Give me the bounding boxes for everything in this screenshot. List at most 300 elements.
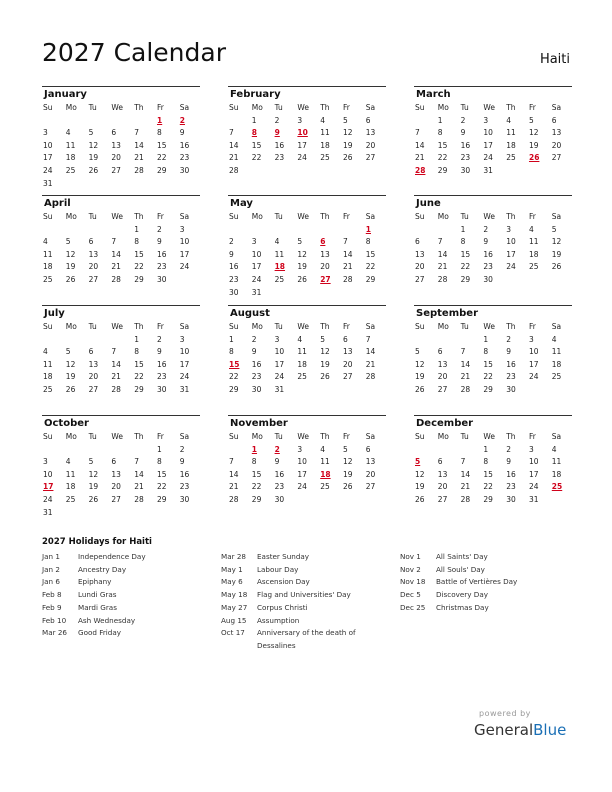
day-cell: 16 (274, 140, 285, 150)
holiday-date: Jan 6 (42, 577, 60, 587)
holiday-row (42, 627, 185, 640)
weekday-header: Fr (156, 322, 164, 331)
weekday-header: Fr (528, 212, 536, 221)
day-cell: 28 (111, 384, 121, 394)
day-cell: 29 (483, 494, 493, 504)
month-name: September (416, 308, 478, 319)
holiday-row (221, 551, 364, 564)
month-january (42, 86, 200, 190)
holiday-day: 18 (320, 469, 331, 479)
day-cell: 18 (297, 359, 307, 369)
holiday-column (400, 551, 543, 615)
day-cell: 8 (134, 237, 139, 247)
day-cell: 20 (88, 262, 99, 272)
page-title: 2027 Calendar (42, 38, 226, 67)
day-cell: 28 (111, 274, 121, 284)
day-cell: 16 (229, 262, 239, 272)
empty-cell (414, 444, 437, 457)
day-cell: 14 (365, 347, 376, 357)
weekday-header: Tu (88, 212, 97, 221)
holiday-name: Labour Day (257, 564, 299, 574)
weekday-header: Su (415, 322, 425, 331)
holiday-name: Independence Day (78, 552, 146, 561)
day-cell: 12 (65, 359, 76, 369)
holiday-name: Ascension Day (257, 577, 310, 587)
day-cell: 3 (506, 224, 511, 234)
holiday-row (221, 564, 364, 577)
day-cell: 26 (297, 274, 307, 284)
holiday-name: Corpus Christi (257, 602, 308, 612)
weekday-header: Th (320, 432, 330, 441)
holiday-name: All Souls' Day (436, 564, 485, 574)
day-cell: 10 (528, 457, 539, 467)
day-cell: 17 (528, 469, 539, 479)
month-days (228, 102, 386, 178)
holiday-row (221, 627, 364, 652)
day-cell: 3 (179, 334, 185, 344)
weekday-header: Sa (365, 432, 376, 441)
day-cell: 5 (415, 347, 420, 357)
day-cell: 20 (111, 482, 121, 492)
day-cell: 9 (251, 347, 257, 357)
day-cell: 30 (179, 494, 190, 504)
weekday-header: Mo (437, 432, 449, 441)
holiday-name: Lundi Gras (78, 590, 117, 600)
generalblue-logo[interactable] (474, 721, 566, 739)
weekday-header: Sa (179, 103, 190, 112)
day-cell: 30 (274, 494, 285, 504)
day-cell: 27 (88, 384, 99, 394)
holiday-day: 1 (365, 224, 371, 234)
month-july (42, 305, 200, 397)
empty-cell (110, 334, 133, 347)
weekday-header: Su (43, 103, 53, 112)
day-cell: 5 (342, 444, 348, 454)
holiday-date: Jan 1 (42, 552, 60, 561)
day-cell: 29 (437, 165, 448, 175)
month-december (414, 415, 572, 507)
holiday-date: Oct 17 (221, 628, 245, 638)
weekday-header: Sa (551, 322, 562, 331)
day-cell: 9 (483, 237, 489, 247)
month-name: February (230, 89, 281, 100)
day-cell: 12 (88, 469, 99, 479)
holiday-date: May 6 (221, 577, 243, 587)
weekday-header: Fr (528, 432, 536, 441)
day-cell: 27 (437, 384, 448, 394)
month-days (228, 431, 386, 507)
holiday-name: Christmas Day (436, 602, 489, 612)
holiday-date: Nov 1 (400, 552, 421, 561)
brand-general: General (474, 721, 534, 739)
day-cell: 13 (551, 128, 562, 138)
day-cell: 29 (156, 494, 167, 504)
day-cell: 2 (274, 115, 280, 125)
day-cell: 24 (483, 153, 493, 163)
holiday-row (221, 576, 364, 589)
holiday-day: 15 (229, 359, 240, 369)
day-cell: 2 (156, 334, 162, 344)
day-cell: 27 (88, 274, 99, 284)
day-cell: 16 (460, 140, 471, 150)
day-cell: 4 (528, 224, 534, 234)
day-cell: 25 (320, 482, 330, 492)
day-cell: 7 (134, 128, 139, 138)
day-cell: 28 (342, 274, 353, 284)
day-cell: 21 (342, 262, 353, 272)
day-cell: 30 (156, 384, 167, 394)
weekday-header: Tu (460, 432, 469, 441)
weekday-header: Fr (342, 212, 350, 221)
day-cell: 18 (528, 249, 539, 259)
day-cell: 12 (528, 128, 539, 138)
day-cell: 8 (437, 128, 443, 138)
day-cell: 15 (365, 249, 376, 259)
weekday-header: We (111, 103, 123, 112)
day-cell: 17 (274, 359, 285, 369)
weekday-header: We (111, 212, 123, 221)
weekday-header: Tu (274, 103, 283, 112)
holiday-row (221, 602, 364, 615)
day-cell: 3 (297, 444, 303, 454)
holiday-date: May 1 (221, 564, 243, 574)
month-days (228, 211, 386, 299)
day-cell: 18 (506, 140, 516, 150)
day-cell: 15 (437, 140, 448, 150)
day-cell: 8 (229, 347, 234, 357)
day-cell: 14 (134, 140, 144, 150)
day-cell: 30 (251, 384, 262, 394)
day-cell: 5 (88, 128, 94, 138)
day-cell: 23 (274, 482, 285, 492)
empty-cell (88, 224, 111, 237)
weekday-header: Mo (251, 432, 263, 441)
empty-cell (110, 444, 133, 457)
day-cell: 9 (156, 347, 162, 357)
day-cell: 21 (134, 153, 144, 163)
holiday-day: 2 (179, 115, 185, 125)
day-cell: 15 (251, 140, 262, 150)
weekday-header: Su (229, 432, 239, 441)
day-cell: 10 (179, 237, 190, 247)
weekday-header: Sa (179, 432, 190, 441)
day-cell: 24 (274, 372, 285, 382)
month-may (228, 195, 386, 299)
empty-cell (42, 224, 65, 237)
day-cell: 16 (483, 249, 493, 259)
holiday-day: 8 (251, 128, 258, 138)
weekday-header: We (483, 322, 495, 331)
weekday-header: Tu (460, 212, 469, 221)
day-cell: 12 (415, 359, 425, 369)
holiday-row (42, 602, 185, 615)
day-cell: 1 (156, 444, 162, 454)
day-cell: 28 (134, 494, 144, 504)
day-cell: 24 (528, 482, 539, 492)
day-cell: 28 (437, 274, 448, 284)
day-cell: 17 (179, 359, 190, 369)
day-cell: 18 (65, 482, 76, 492)
day-cell: 10 (506, 237, 516, 247)
empty-cell (414, 334, 437, 347)
weekday-header: We (297, 103, 309, 112)
month-days (414, 211, 572, 287)
day-cell: 31 (43, 507, 53, 517)
weekday-header: Fr (156, 212, 164, 221)
weekday-header: We (297, 322, 309, 331)
weekday-header: Th (506, 212, 516, 221)
weekday-header: Tu (88, 432, 97, 441)
day-cell: 30 (229, 287, 239, 297)
month-june (414, 195, 572, 287)
holiday-date: Nov 2 (400, 564, 421, 574)
month-october (42, 415, 200, 519)
empty-cell (110, 224, 133, 237)
day-cell: 9 (229, 249, 234, 259)
day-cell: 18 (65, 153, 76, 163)
day-cell: 9 (460, 128, 466, 138)
month-name: July (44, 308, 65, 319)
day-cell: 27 (342, 372, 353, 382)
day-cell: 11 (65, 469, 76, 479)
day-cell: 21 (415, 153, 425, 163)
weekday-header: Tu (88, 322, 97, 331)
day-cell: 11 (320, 457, 330, 467)
day-cell: 25 (65, 494, 76, 504)
day-cell: 7 (460, 347, 466, 357)
weekday-header: Th (134, 103, 144, 112)
weekday-header: Su (229, 322, 239, 331)
weekday-header: Tu (88, 103, 97, 112)
day-cell: 23 (179, 482, 190, 492)
holiday-date: Mar 28 (221, 552, 246, 561)
month-days (42, 211, 200, 287)
month-august (228, 305, 386, 397)
day-cell: 28 (460, 494, 471, 504)
day-cell: 14 (229, 140, 239, 150)
day-cell: 7 (365, 334, 371, 344)
weekday-header: Su (43, 212, 53, 221)
day-cell: 10 (251, 249, 262, 259)
day-cell: 26 (88, 165, 99, 175)
day-cell: 29 (483, 384, 493, 394)
holiday-name: Assumption (257, 615, 300, 625)
day-cell: 24 (251, 274, 262, 284)
day-cell: 4 (551, 444, 557, 454)
day-cell: 7 (437, 237, 443, 247)
day-cell: 12 (342, 128, 353, 138)
day-cell: 21 (229, 153, 239, 163)
day-cell: 27 (551, 153, 562, 163)
day-cell: 4 (297, 334, 303, 344)
empty-cell (65, 224, 88, 237)
day-cell: 8 (483, 457, 489, 467)
day-cell: 1 (251, 115, 257, 125)
day-cell: 4 (506, 115, 511, 125)
day-cell: 20 (551, 140, 562, 150)
day-cell: 13 (88, 359, 99, 369)
month-days (414, 102, 572, 178)
day-cell: 31 (43, 178, 53, 188)
weekday-header: Mo (65, 432, 77, 441)
day-cell: 19 (65, 262, 76, 272)
day-cell: 3 (297, 115, 303, 125)
day-cell: 26 (65, 274, 76, 284)
day-cell: 11 (528, 237, 539, 247)
holiday-day: 9 (274, 128, 280, 138)
holiday-row (221, 615, 364, 628)
day-cell: 29 (460, 274, 471, 284)
empty-cell (42, 444, 65, 457)
holiday-name: Good Friday (78, 628, 121, 638)
holiday-row (400, 551, 543, 564)
day-cell: 8 (156, 457, 162, 467)
weekday-header: Mo (437, 103, 449, 112)
month-april (42, 195, 200, 287)
day-cell: 22 (156, 153, 167, 163)
day-cell: 27 (415, 274, 425, 284)
weekday-header: Fr (528, 103, 536, 112)
weekday-header: Tu (274, 432, 283, 441)
day-cell: 31 (483, 165, 493, 175)
holiday-name: Ancestry Day (78, 564, 127, 574)
day-cell: 16 (274, 469, 285, 479)
weekday-header: Tu (460, 322, 469, 331)
holiday-name: Discovery Day (436, 590, 488, 600)
day-cell: 24 (528, 372, 539, 382)
day-cell: 11 (43, 249, 53, 259)
empty-cell (319, 224, 342, 237)
holiday-name: Epiphany (78, 577, 112, 587)
day-cell: 29 (365, 274, 376, 284)
day-cell: 24 (297, 482, 307, 492)
month-march (414, 86, 572, 178)
day-cell: 7 (229, 457, 234, 467)
day-cell: 3 (179, 224, 185, 234)
weekday-header: Th (320, 212, 330, 221)
day-cell: 2 (251, 334, 257, 344)
empty-cell (274, 224, 297, 237)
month-name: March (416, 89, 451, 100)
day-cell: 4 (551, 334, 557, 344)
day-cell: 17 (297, 140, 307, 150)
day-cell: 17 (251, 262, 262, 272)
day-cell: 10 (528, 347, 539, 357)
holiday-row (42, 564, 185, 577)
weekday-header: Su (415, 103, 425, 112)
weekday-header: Sa (551, 212, 562, 221)
day-cell: 1 (134, 334, 139, 344)
day-cell: 16 (179, 140, 190, 150)
day-cell: 19 (320, 359, 330, 369)
month-november (228, 415, 386, 507)
weekday-header: Sa (365, 212, 376, 221)
day-cell: 22 (134, 262, 144, 272)
day-cell: 5 (297, 237, 303, 247)
day-cell: 9 (274, 457, 280, 467)
day-cell: 13 (415, 249, 425, 259)
day-cell: 8 (156, 128, 162, 138)
day-cell: 11 (506, 128, 516, 138)
day-cell: 17 (528, 359, 539, 369)
day-cell: 4 (43, 347, 48, 357)
day-cell: 19 (415, 482, 425, 492)
day-cell: 6 (551, 115, 557, 125)
weekday-header: Mo (65, 322, 77, 331)
holiday-name: Battle of Vertières Day (436, 577, 518, 587)
day-cell: 30 (506, 494, 516, 504)
empty-cell (228, 224, 251, 237)
day-cell: 5 (528, 115, 534, 125)
day-cell: 31 (274, 384, 285, 394)
day-cell: 13 (320, 249, 330, 259)
holiday-date: May 27 (221, 602, 248, 612)
powered-by-text: powered by (479, 709, 531, 718)
holiday-row (42, 589, 185, 602)
day-cell: 13 (111, 469, 121, 479)
empty-cell (437, 224, 460, 237)
day-cell: 1 (229, 334, 234, 344)
day-cell: 19 (88, 482, 99, 492)
day-cell: 4 (65, 457, 71, 467)
day-cell: 28 (134, 165, 144, 175)
day-cell: 20 (415, 262, 425, 272)
day-cell: 17 (506, 249, 516, 259)
empty-cell (65, 115, 88, 128)
day-cell: 7 (111, 237, 117, 247)
weekday-header: Sa (179, 212, 190, 221)
day-cell: 6 (415, 237, 420, 247)
day-cell: 11 (65, 140, 76, 150)
holiday-row (221, 589, 364, 602)
day-cell: 2 (229, 237, 234, 247)
day-cell: 4 (320, 444, 325, 454)
day-cell: 14 (111, 359, 121, 369)
day-cell: 19 (551, 249, 562, 259)
month-name: August (230, 308, 270, 319)
day-cell: 9 (179, 457, 185, 467)
day-cell: 7 (415, 128, 420, 138)
day-cell: 15 (483, 469, 493, 479)
brand-blue: Blue (533, 721, 567, 739)
day-cell: 22 (483, 372, 493, 382)
weekday-header: We (483, 103, 495, 112)
day-cell: 28 (229, 494, 239, 504)
day-cell: 10 (297, 457, 307, 467)
day-cell: 6 (365, 115, 371, 125)
day-cell: 2 (156, 224, 162, 234)
day-cell: 22 (251, 153, 262, 163)
weekday-header: Tu (274, 212, 283, 221)
weekday-header: Fr (342, 322, 350, 331)
weekday-header: Su (415, 212, 425, 221)
day-cell: 12 (320, 347, 330, 357)
day-cell: 23 (179, 153, 190, 163)
day-cell: 15 (251, 469, 262, 479)
day-cell: 26 (320, 372, 330, 382)
holiday-name: Ash Wednesday (78, 615, 136, 625)
month-days (42, 102, 200, 190)
day-cell: 30 (156, 274, 167, 284)
month-days (42, 431, 200, 519)
holiday-day: 18 (274, 262, 286, 272)
day-cell: 7 (111, 347, 117, 357)
empty-cell (88, 115, 111, 128)
holiday-date: Dec 5 (400, 590, 421, 600)
day-cell: 8 (134, 347, 139, 357)
weekday-header: Th (506, 322, 516, 331)
day-cell: 3 (43, 457, 48, 467)
